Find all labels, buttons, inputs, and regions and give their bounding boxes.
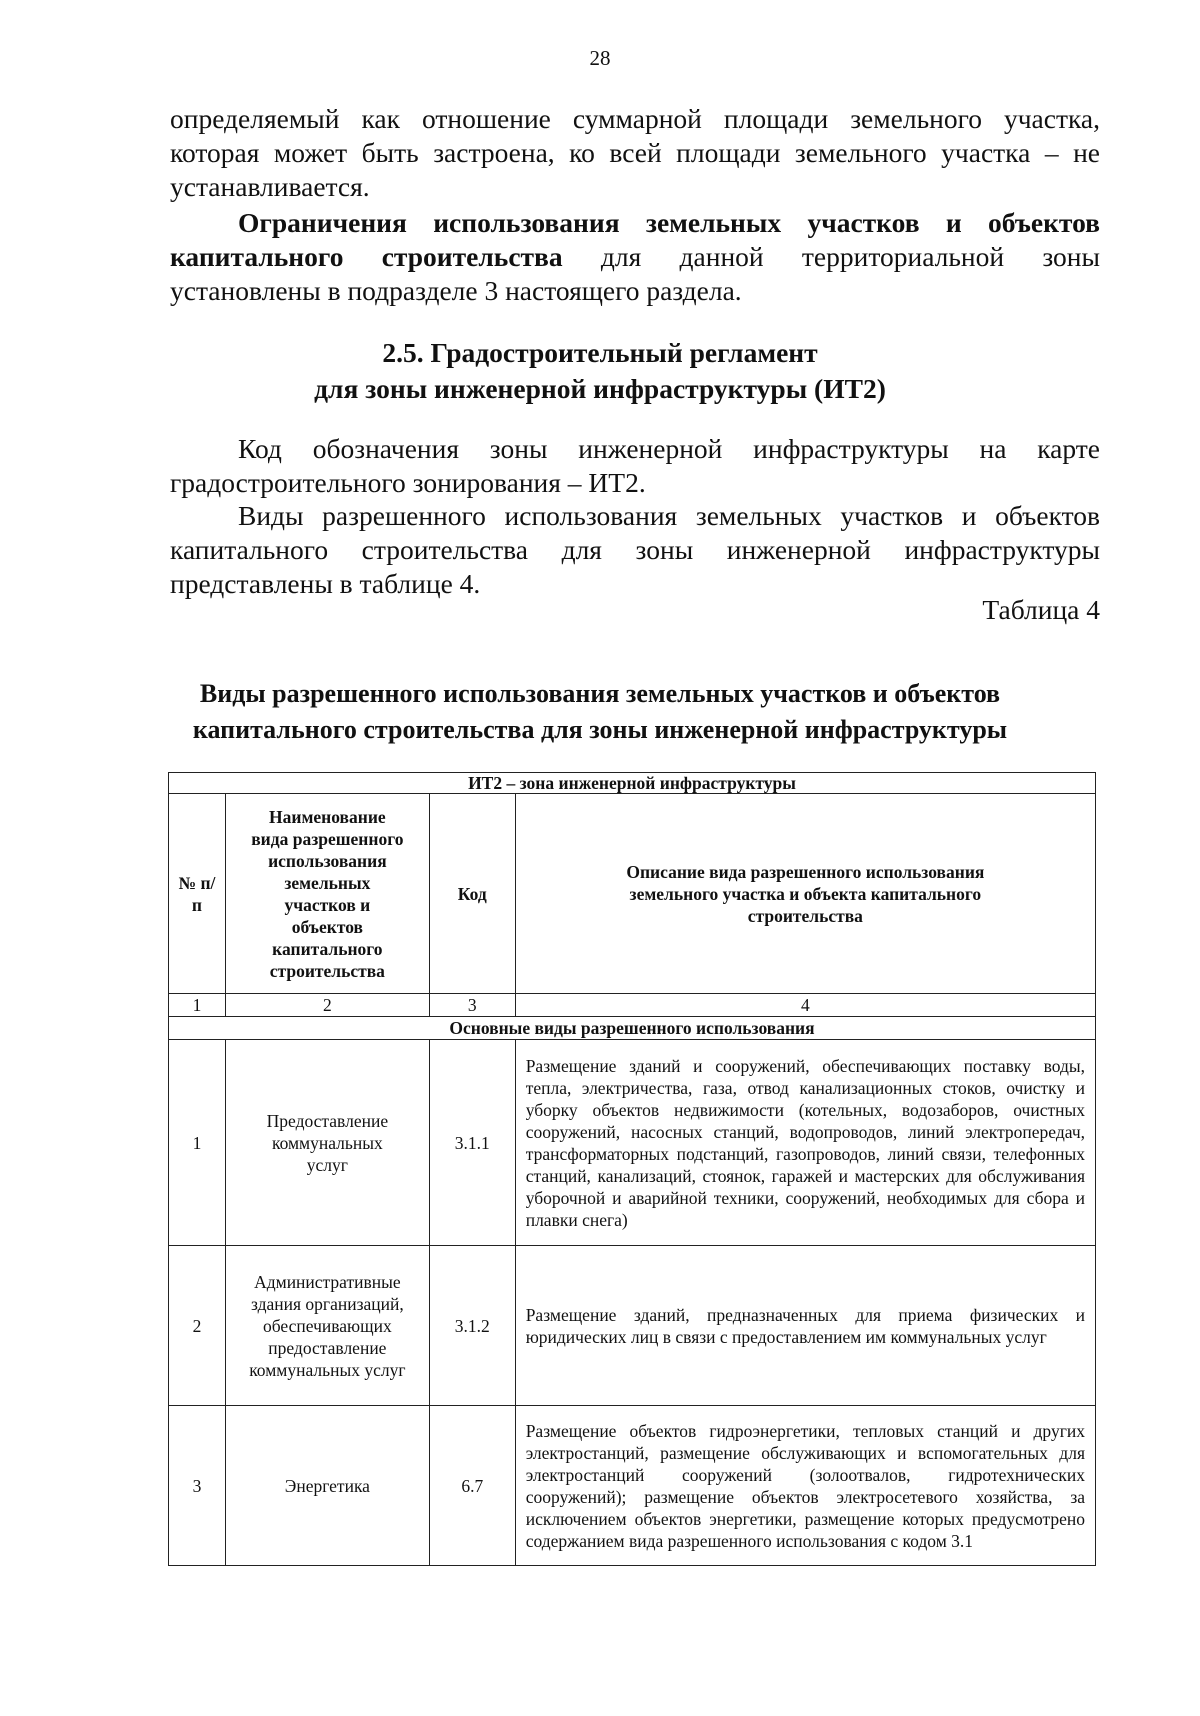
column-number-1: 1 xyxy=(169,994,226,1017)
row-name: Энергетика xyxy=(225,1406,429,1566)
section-header-row xyxy=(169,1017,1096,1040)
code-line-2: градостроительного зонирования – ИТ2. xyxy=(170,467,646,498)
column-header-row xyxy=(169,794,1096,994)
restrictions-line-2 xyxy=(170,240,1100,274)
column-number-4: 4 xyxy=(515,994,1095,1017)
restrictions-bold-line-1: Ограничения использования земельных участков и объектов xyxy=(238,207,1100,238)
row-code: 3.1.1 xyxy=(429,1040,515,1246)
intro-line-2: которая может быть застроена, ко всей площади земельного участка – не xyxy=(170,137,1100,168)
row-description: Размещение зданий и сооружений, обеспечивающих поставку воды, тепла, электричества, газа, отвод канализационных стоков, очистку и уборку объектов недвижимости (котельных, водозаборов, очистных сооружений, насосных станций, водопроводов, линий электропередач, трансформаторных подстанций, газопроводов, линий связи, телефонных станций, канализаций, стоянок, гаражей и мастерских для обслуживания уборочной и аварийной техники, сооружений, необходимых для сбора и плавки снега) xyxy=(515,1040,1095,1246)
types-paragraph xyxy=(170,499,1100,601)
table-row xyxy=(169,1040,1096,1246)
row-name: Предоставление коммунальных услуг xyxy=(225,1040,429,1246)
row-num: 1 xyxy=(169,1040,226,1246)
column-number-2: 2 xyxy=(225,994,429,1017)
table-row xyxy=(169,1406,1096,1566)
header-num: № п/п xyxy=(169,794,226,994)
table-row xyxy=(169,1246,1096,1406)
header-name: Наименование вида разрешенного использования земельных участков и объектов капитального строительства xyxy=(225,794,429,994)
zone-header: ИТ2 – зона инженерной инфраструктуры xyxy=(169,773,1096,794)
code-paragraph xyxy=(170,432,1100,500)
section-heading-line-2: для зоны инженерной инфраструктуры (ИТ2) xyxy=(314,373,886,404)
table-caption: Таблица 4 xyxy=(982,594,1100,625)
table-title xyxy=(0,676,1200,748)
restrictions-paragraph xyxy=(170,206,1100,308)
row-num: 3 xyxy=(169,1406,226,1566)
types-line-3: представлены в таблице 4. xyxy=(170,568,481,599)
row-description: Размещение зданий, предназначенных для приема физических и юридических лиц в связи с предоставлением им коммунальных услуг xyxy=(515,1246,1095,1406)
restrictions-line-3: установлены в подразделе 3 настоящего раздела. xyxy=(170,275,742,306)
types-line-2: капитального строительства для зоны инженерной инфраструктуры xyxy=(170,534,1100,565)
restrictions-rest-line-2: для данной территориальной зоны xyxy=(562,241,1100,272)
header-code: Код xyxy=(429,794,515,994)
zone-header-row xyxy=(169,773,1096,794)
column-number-3: 3 xyxy=(429,994,515,1017)
section-heading xyxy=(0,335,1200,407)
row-code: 3.1.2 xyxy=(429,1246,515,1406)
column-number-row xyxy=(169,994,1096,1017)
row-name: Административные здания организаций, обеспечивающих предоставление коммунальных услуг xyxy=(225,1246,429,1406)
types-line-1: Виды разрешенного использования земельных участков и объектов xyxy=(238,500,1100,531)
row-code: 6.7 xyxy=(429,1406,515,1566)
page-number: 28 xyxy=(589,46,611,70)
code-line-1: Код обозначения зоны инженерной инфраструктуры на карте xyxy=(238,433,1100,464)
intro-line-1: определяемый как отношение суммарной площади земельного участка, xyxy=(170,103,1100,134)
table-title-line-2: капитального строительства для зоны инженерной инфраструктуры xyxy=(192,715,1008,744)
section-heading-line-1: 2.5. Градостроительный регламент xyxy=(382,337,818,368)
intro-paragraph xyxy=(170,102,1100,204)
row-num: 2 xyxy=(169,1246,226,1406)
row-description: Размещение объектов гидроэнергетики, тепловых станций и других электростанций, размещение обслуживающих и вспомогательных для электростанций сооружений (золоотвалов, гидротехнических сооружений); размещение объектов электросетевого хозяйства, за исключением объектов энергетики, размещение которых предусмотрено содержанием вида разрешенного использования с кодом 3.1 xyxy=(515,1406,1095,1566)
regulation-table xyxy=(168,772,1096,1566)
restrictions-bold-part-2: капитального строительства xyxy=(170,241,563,272)
section-header: Основные виды разрешенного использования xyxy=(169,1017,1096,1040)
intro-line-3: устанавливается. xyxy=(170,171,370,202)
table-title-line-1: Виды разрешенного использования земельных участков и объектов xyxy=(199,679,1001,708)
header-description: Описание вида разрешенного использования земельного участка и объекта капитального строительства xyxy=(515,794,1095,994)
